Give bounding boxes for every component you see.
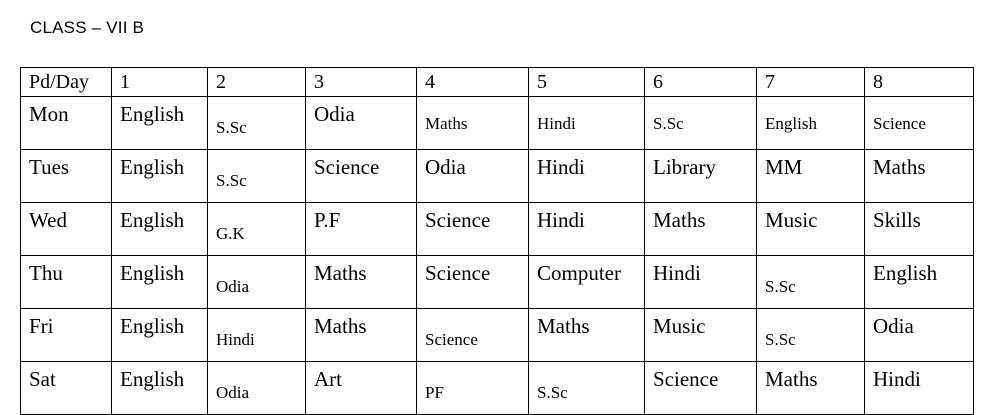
table-row [21,362,974,415]
header-cell: 4 [417,68,529,97]
table-row [21,203,974,256]
header-cell: 6 [645,68,757,97]
day-cell: Sat [21,362,112,415]
period-cell: Science [645,362,757,415]
table-row [21,150,974,203]
day-cell: Mon [21,97,112,150]
period-cell: Odia [208,256,306,309]
period-cell: S.Sc [529,362,645,415]
period-cell: Skills [865,203,974,256]
period-cell: S.Sc [645,97,757,150]
period-cell: Hindi [865,362,974,415]
period-cell: S.Sc [208,150,306,203]
period-cell: S.Sc [208,97,306,150]
header-cell: 2 [208,68,306,97]
header-cell: 8 [865,68,974,97]
period-cell: Maths [645,203,757,256]
header-cell: Pd/Day [21,68,112,97]
period-cell: English [865,256,974,309]
period-cell: Science [865,97,974,150]
period-cell: Maths [529,309,645,362]
period-cell: Hindi [529,203,645,256]
period-cell: Maths [757,362,865,415]
period-cell: S.Sc [757,309,865,362]
period-cell: Maths [306,309,417,362]
period-cell: English [112,309,208,362]
table-row [21,309,974,362]
period-cell: English [112,97,208,150]
period-cell: Odia [865,309,974,362]
period-cell: Science [417,256,529,309]
page-title: CLASS – VII B [30,18,145,37]
period-cell: Hindi [529,97,645,150]
period-cell: Odia [208,362,306,415]
period-cell: Maths [417,97,529,150]
period-cell: English [112,256,208,309]
period-cell: Hindi [208,309,306,362]
period-cell: Science [417,203,529,256]
period-cell: English [757,97,865,150]
period-cell: Art [306,362,417,415]
period-cell: S.Sc [757,256,865,309]
period-cell: Computer [529,256,645,309]
period-cell: Science [306,150,417,203]
header-cell: 5 [529,68,645,97]
period-cell: Hindi [645,256,757,309]
header-cell: 3 [306,68,417,97]
period-cell: MM [757,150,865,203]
period-cell: Odia [417,150,529,203]
period-cell: Music [757,203,865,256]
header-cell: 1 [112,68,208,97]
period-cell: Hindi [529,150,645,203]
header-cell: 7 [757,68,865,97]
timetable [20,67,974,415]
period-cell: Maths [306,256,417,309]
period-cell: PF [417,362,529,415]
period-cell: Odia [306,97,417,150]
table-row [21,256,974,309]
period-cell: Science [417,309,529,362]
period-cell: English [112,362,208,415]
period-cell: English [112,203,208,256]
table-row [21,97,974,150]
period-cell: Library [645,150,757,203]
day-cell: Thu [21,256,112,309]
period-cell: English [112,150,208,203]
period-cell: P.F [306,203,417,256]
day-cell: Tues [21,150,112,203]
period-cell: G.K [208,203,306,256]
day-cell: Wed [21,203,112,256]
period-cell: Music [645,309,757,362]
header-row [21,68,974,97]
day-cell: Fri [21,309,112,362]
period-cell: Maths [865,150,974,203]
